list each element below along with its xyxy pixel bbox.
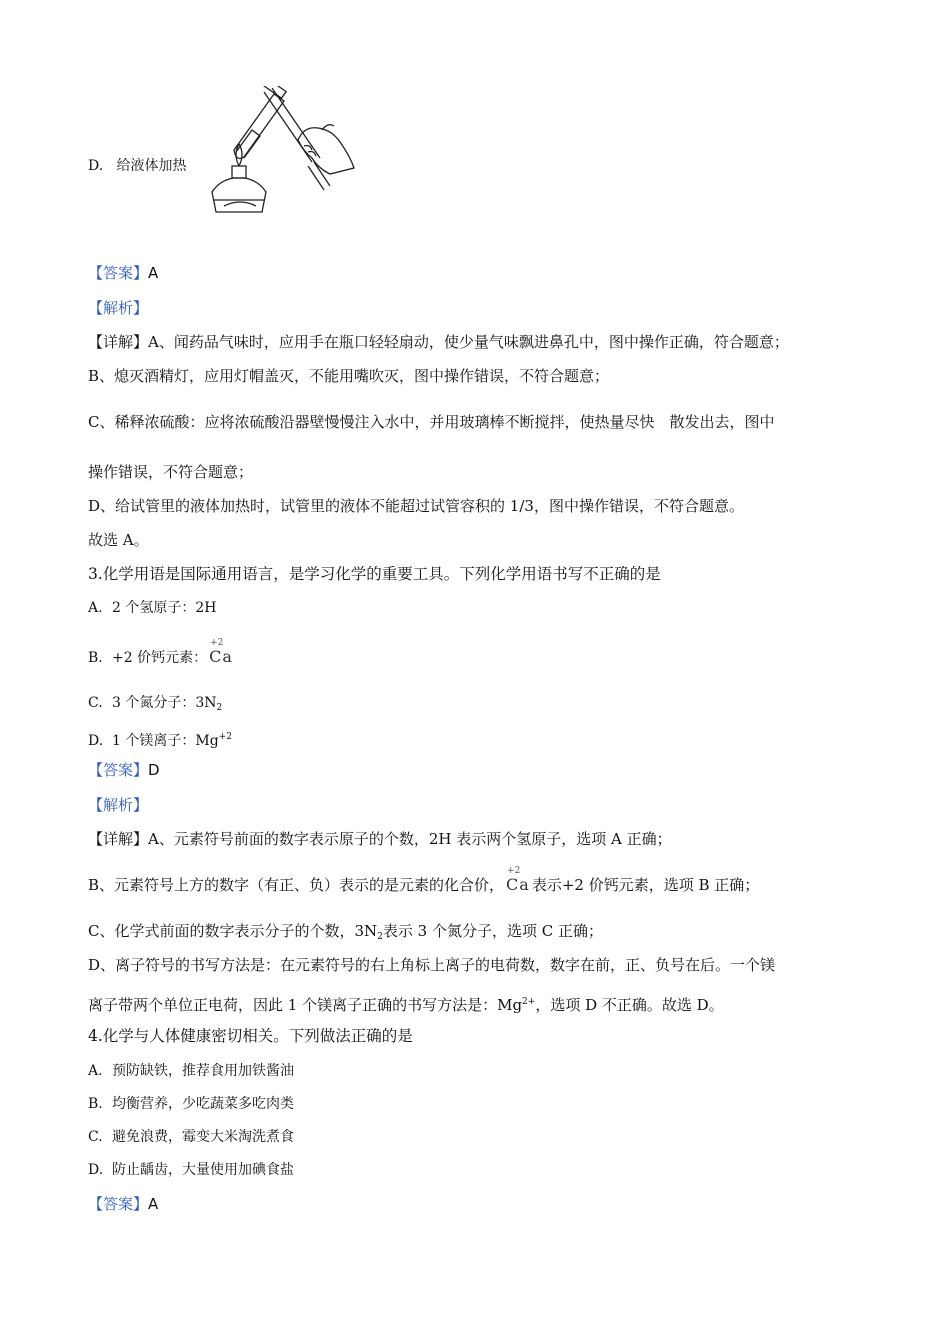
valence-symbol (506, 866, 530, 896)
question-text: 化学用语是国际通用语言，是学习化学的重要工具。下列化学用语书写不正确的是 (102, 565, 661, 583)
option-text: 避免浪费，霉变大米淘洗煮食 (112, 1129, 294, 1145)
subscript: 2 (377, 932, 383, 942)
answer-value: A (148, 1195, 159, 1213)
q4-answer (88, 1193, 158, 1215)
q4-option-a (88, 1060, 294, 1082)
option-text: 1 个镁离子：Mg (112, 733, 219, 749)
detail-text: A、闻药品气味时，应用手在瓶口轻轻扇动，使少量气味飘进鼻孔中，图中操作正确，符合题意； (148, 333, 789, 351)
detail-text: A、元素符号前面的数字表示原子的个数，2H 表示两个氢原子，选项 A 正确； (148, 830, 672, 848)
q3-stem (88, 563, 661, 585)
question-text: 化学与人体健康密切相关。下列做法正确的是 (102, 1027, 413, 1045)
q3-analysis-tag: 【解析】 (88, 796, 149, 814)
option-text: 防止龋齿，大量使用加碘食盐 (112, 1162, 294, 1178)
detail-text: 表示+2 价钙元素，选项 B 正确； (531, 876, 760, 894)
option-text: 给液体加热 (116, 158, 187, 174)
detail-tag: 【详解】 (88, 830, 149, 848)
q4-option-c (88, 1126, 294, 1148)
detail-text: 表示 3 个氮分子，选项 C 正确； (382, 922, 603, 940)
element-symbol: Ca (506, 875, 530, 894)
option-label: B. (88, 650, 103, 666)
q2-detail-line4: 操作错误，不符合题意； (88, 463, 254, 481)
answer-tag: 【答案】 (88, 761, 149, 779)
subscript: 2 (216, 703, 223, 713)
q3-answer (88, 759, 160, 781)
q3-option-b (88, 638, 235, 669)
q3-detail-line3 (88, 920, 603, 948)
valence-number: +2 (210, 638, 224, 648)
option-text: 2 个氢原子：2H (112, 600, 217, 616)
detail-text: 离子带两个单位正电荷，因此 1 个镁离子正确的书写方法是：Mg (88, 996, 523, 1014)
question-number: 3. (88, 565, 103, 583)
option-text: +2 价钙元素： (112, 650, 208, 666)
option-label: B. (88, 1096, 103, 1112)
valence-number: +2 (507, 866, 521, 876)
q3-option-c (88, 692, 222, 719)
answer-tag: 【答案】 (88, 264, 149, 282)
q3-option-a (88, 597, 216, 619)
detail-text: C、化学式前面的数字表示分子的个数，3N (88, 922, 378, 940)
answer-value: A (148, 264, 159, 282)
option-label: A. (88, 600, 103, 616)
q2-detail-line2: B、熄灭酒精灯，应用灯帽盖灭，不能用嘴吹灭，图中操作错误，不符合题意； (88, 367, 610, 385)
q2-detail-line5: D、给试管里的液体加热时，试管里的液体不能超过试管容积的 1/3，图中操作错误，不符合题意。 (88, 497, 744, 515)
q4-option-d (88, 1159, 294, 1181)
q3-detail-line4: D、离子符号的书写方法是：在元素符号的右上角标上离子的电荷数，数字在前，正、负号在后。一个镁 (88, 956, 776, 974)
superscript: +2 (218, 732, 232, 742)
option-label: D. (88, 733, 104, 749)
detail-text: ，选项 D 不正确。故选 D。 (535, 996, 724, 1014)
q4-stem (88, 1025, 413, 1047)
option-text: 均衡营养，少吃蔬菜多吃肉类 (112, 1096, 294, 1112)
element-symbol: Ca (209, 647, 233, 666)
option-text: 预防缺铁，推荐食用加铁酱油 (112, 1063, 294, 1079)
q2-analysis-tag: 【解析】 (88, 299, 149, 317)
heating-liquid-illustration (200, 86, 360, 218)
question-number: 4. (88, 1027, 103, 1045)
detail-tag: 【详解】 (88, 333, 149, 351)
q2-detail-line6: 故选 A。 (88, 531, 149, 549)
q3-detail-line5 (88, 991, 724, 1016)
option-label: C. (88, 1129, 103, 1145)
detail-text: B、元素符号上方的数字（有正、负）表示的是元素的化合价， (88, 876, 505, 894)
q2-detail-line3: C、稀释浓硫酸：应将浓硫酸沿器壁慢慢注入水中，并用玻璃棒不断搅拌，使热量尽快 散发出去，图中 (88, 413, 775, 431)
option-text: 3 个氮分子：3N (112, 695, 217, 711)
superscript: 2+ (522, 997, 536, 1007)
option-d-previous (88, 155, 186, 177)
option-label: C. (88, 695, 103, 711)
option-label: D. (88, 158, 104, 174)
q2-answer (88, 262, 158, 284)
answer-tag: 【答案】 (88, 1195, 149, 1213)
q2-detail-line1 (88, 331, 789, 353)
q3-detail-line1 (88, 828, 672, 850)
q3-detail-line2 (88, 866, 760, 896)
valence-symbol (209, 638, 233, 669)
option-label: D. (88, 1162, 104, 1178)
answer-value: D (148, 761, 160, 779)
q3-option-d (88, 726, 232, 752)
option-label: A. (88, 1063, 103, 1079)
q4-option-b (88, 1093, 294, 1115)
